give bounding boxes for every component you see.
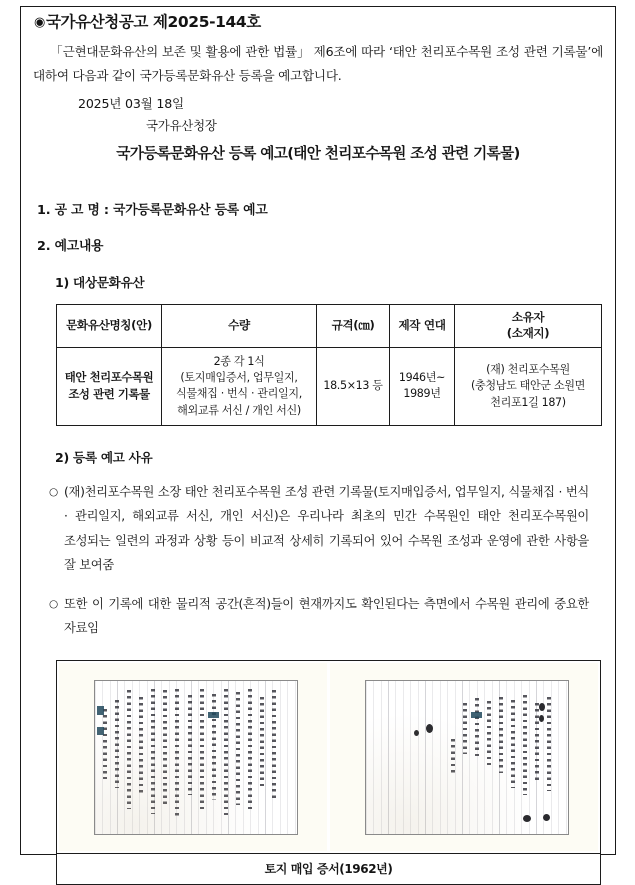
table-row <box>57 347 602 426</box>
document-page-frame <box>20 6 616 877</box>
bullet-icon: ◉ <box>34 15 45 30</box>
announcement-issuer: 국가유산청장 <box>146 117 217 133</box>
cell-owner <box>455 347 602 426</box>
table-header-era: 제작 연대 <box>390 304 455 347</box>
reason-text: 또한 이 기록에 대한 물리적 공간(흔적)들이 현재까지도 확인된다는 측면에서 수목원 관리에 중요한 자료임 <box>64 597 589 636</box>
table-header-name: 문화유산명칭(안) <box>57 304 162 347</box>
cell-owner-line2: (충청남도 태안군 소원면 <box>471 379 585 393</box>
subsection-registration-reason: 2) 등록 예고 사유 <box>55 450 153 466</box>
figure-image-row <box>57 661 600 853</box>
table-header-row <box>57 304 602 347</box>
cell-quantity <box>162 347 317 426</box>
document-body <box>21 7 615 877</box>
page-title: 국가등록문화유산 등록 예고(태안 천리포수목원 조성 관련 기록물) <box>116 144 520 162</box>
table-header-size: 규격(㎝) <box>317 304 390 347</box>
bullet-circle-icon: ○ <box>49 598 58 611</box>
reason-item <box>49 480 589 577</box>
table-header-owner <box>455 304 602 347</box>
bullet-circle-icon: ○ <box>49 486 58 499</box>
intro-paragraph: 「근현대문화유산의 보존 및 활용에 관한 법률」 제6조에 따라 ‘태안 천리포수목원 조성 관련 기록물’에 대하여 다음과 같이 국가등록문화유산 등록을 예고합니다. <box>33 44 603 84</box>
cell-heritage-name-line2: 조성 관련 기록물 <box>68 387 150 402</box>
cell-heritage-name-line1: 태안 천리포수목원 <box>64 369 154 384</box>
section-item-2: 2. 예고내용 <box>37 238 104 254</box>
reason-item <box>49 592 589 640</box>
cell-era-line2: 1989년 <box>403 387 441 401</box>
heritage-table <box>56 304 602 427</box>
cell-quantity-line3: 식물채집 · 번식 · 관리일지, <box>176 387 302 401</box>
table-header-quantity: 수량 <box>162 304 317 347</box>
cell-quantity-line2: (토지매입증서, 업무일지, <box>180 370 298 384</box>
scanned-document-image-left <box>59 663 327 851</box>
table-header-owner-line2: (소재지) <box>506 325 550 340</box>
manuscript-paper-left <box>94 680 298 834</box>
cell-heritage-name <box>57 347 162 426</box>
figure-caption: 토지 매입 증서(1962년) <box>57 853 600 884</box>
announcement-number <box>34 14 605 31</box>
section-item-1: 1. 공 고 명 : 국가등록문화유산 등록 예고 <box>37 202 268 218</box>
manuscript-paper-right <box>365 680 569 834</box>
cell-owner-line1: (재) 천리포수목원 <box>486 362 570 376</box>
cell-owner-line3: 천리포1길 187) <box>490 395 566 409</box>
table-header-owner-line1: 소유자 <box>511 310 545 325</box>
announcement-number-text: 국가유산청공고 제2025-144호 <box>45 13 261 31</box>
subsection-target-heritage: 1) 대상문화유산 <box>55 274 145 290</box>
cell-quantity-line1: 2종 각 1식 <box>213 354 265 368</box>
announcement-date: 2025년 03월 18일 <box>78 96 185 112</box>
figure-block <box>56 660 601 885</box>
scanned-document-image-right <box>330 663 598 851</box>
cell-size: 18.5×13 등 <box>317 347 390 426</box>
cell-era-line1: 1946년~ <box>398 370 446 384</box>
cell-quantity-line4: 해외교류 서신 / 개인 서신) <box>177 403 301 417</box>
reason-text: (재)천리포수목원 소장 태안 천리포수목원 조성 관련 기록물(토지매입증서, 업무일지, 식물채집 · 번식 · 관리일지, 해외교류 서신, 개인 서신)은 우리나라 최초의 민간 수목원인 태안 천리포수목원이 조성되는 일련의 과정과 상황 등이 비교적 상세히 기록되어 있어 수목원 조성과 운영에 관한 사항을 잘 보여줌 <box>64 485 589 572</box>
cell-era <box>390 347 455 426</box>
